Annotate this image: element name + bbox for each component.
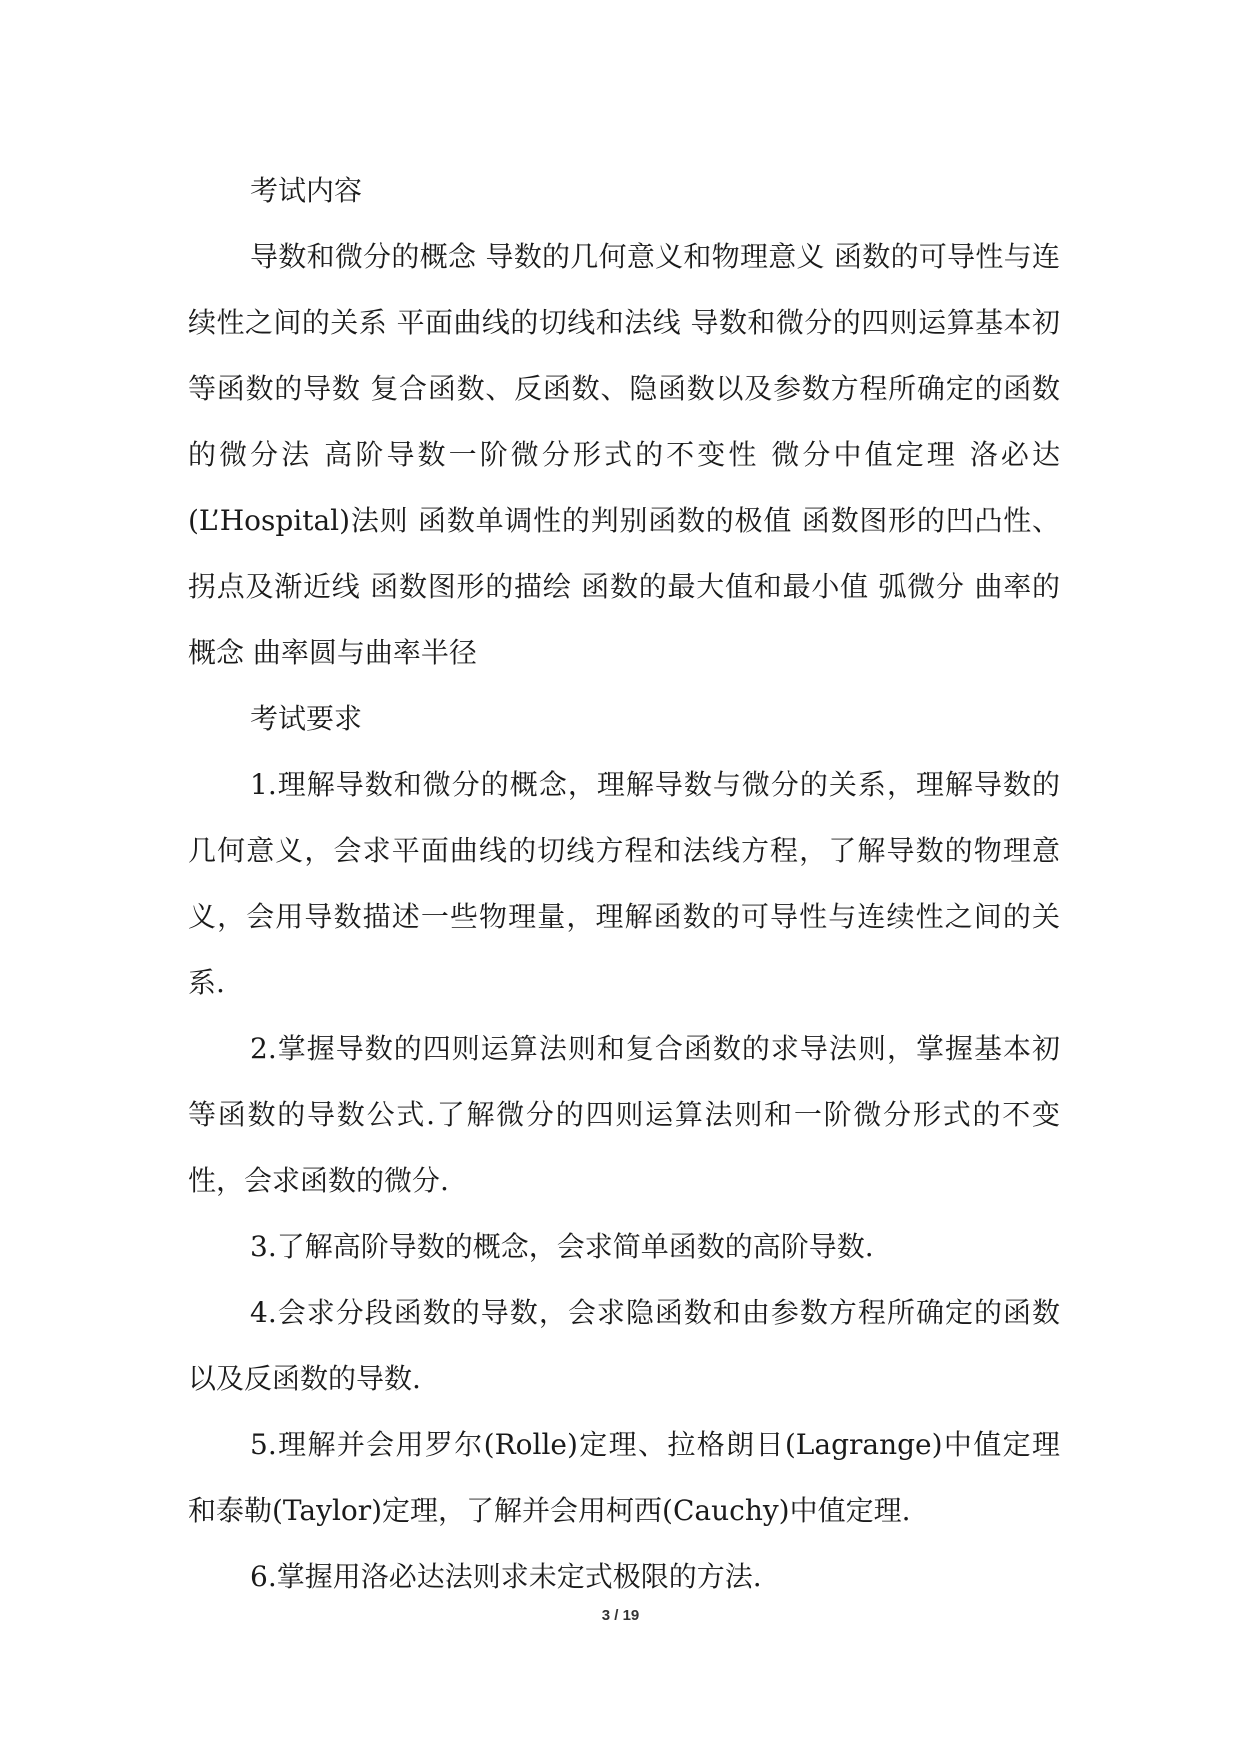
- page-content: [188, 158, 1060, 1610]
- requirement-item-4: 4.会求分段函数的导数，会求隐函数和由参数方程所确定的函数以及反函数的导数.: [188, 1296, 1060, 1395]
- requirement-item-3: 3.了解高阶导数的概念，会求简单函数的高阶导数.: [250, 1230, 874, 1263]
- section-title-exam-content: 考试内容: [250, 174, 363, 207]
- requirement-item-2: 2.掌握导数的四则运算法则和复合函数的求导法则，掌握基本初等函数的导数公式.了解微分的四则运算法则和一阶微分形式的不变性，会求函数的微分.: [188, 1032, 1060, 1197]
- requirement-item-6: 6.掌握用洛必达法则求未定式极限的方法.: [250, 1560, 762, 1593]
- exam-content-body: 导数和微分的概念 导数的几何意义和物理意义 函数的可导性与连续性之间的关系 平面曲线的切线和法线 导数和微分的四则运算基本初等函数的导数 复合函数、反函数、隐函数以及参数方程所确定的函数的微分法 高阶导数一阶微分形式的不变性 微分中值定理 洛必达(L’Hospital)法则 函数单调性的判别函数的极值 函数图形的凹凸性、拐点及渐近线 函数图形的描绘 函数的最大值和最小值 弧微分 曲率的概念 曲率圆与曲率半径: [188, 240, 1060, 669]
- section-title-exam-requirements: 考试要求: [250, 702, 363, 735]
- page-number: 3 / 19: [601, 1607, 640, 1624]
- requirement-item-5: 5.理解并会用罗尔(Rolle)定理、拉格朗日(Lagrange)中值定理和泰勒(Taylor)定理，了解并会用柯西(Cauchy)中值定理.: [188, 1428, 1060, 1527]
- requirement-item-1: 1.理解导数和微分的概念，理解导数与微分的关系，理解导数的几何意义，会求平面曲线的切线方程和法线方程，了解导数的物理意义，会用导数描述一些物理量，理解函数的可导性与连续性之间的关系.: [188, 768, 1060, 999]
